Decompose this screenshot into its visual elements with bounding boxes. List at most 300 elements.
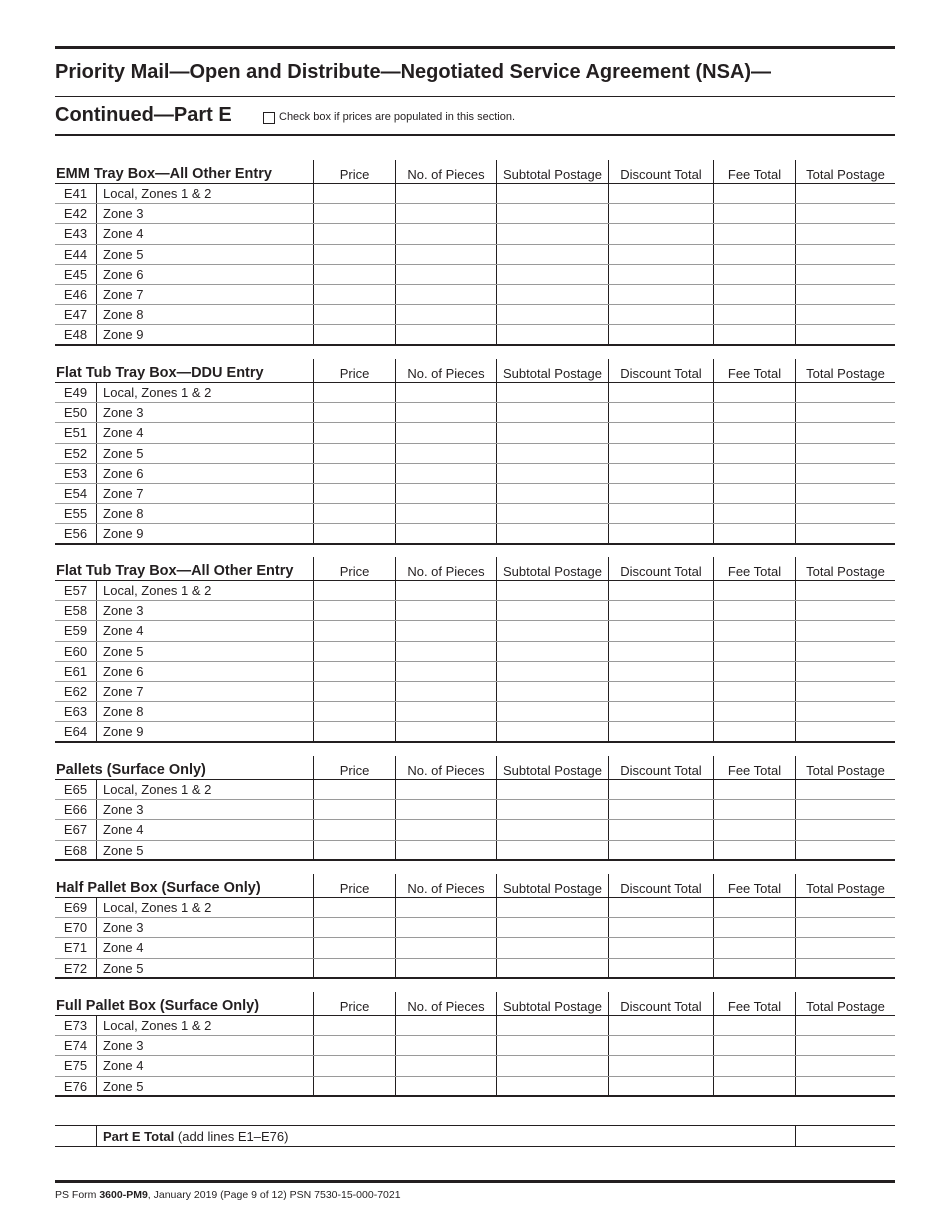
total-postage-input[interactable] — [795, 601, 895, 620]
discount-total-input[interactable] — [608, 184, 713, 203]
subtotal-postage-input[interactable] — [496, 383, 608, 402]
pieces-input[interactable] — [395, 285, 496, 304]
footer-rule — [55, 1180, 895, 1183]
section-3 — [55, 756, 895, 861]
discount-total-input[interactable] — [608, 662, 713, 681]
pieces-input[interactable] — [395, 702, 496, 721]
discount-total-input[interactable] — [608, 780, 713, 799]
line-description: Zone 7 — [96, 682, 313, 701]
discount-total-input[interactable] — [608, 898, 713, 917]
discount-total-input[interactable] — [608, 484, 713, 503]
fee-total-input[interactable] — [713, 898, 795, 917]
pieces-input[interactable] — [395, 265, 496, 284]
line-code: E46 — [63, 286, 88, 302]
section-title: Full Pallet Box (Surface Only) — [56, 998, 260, 1014]
price-input[interactable] — [313, 581, 395, 600]
column-header-fee-total: Fee Total — [713, 359, 795, 383]
column-header-total-postage: Total Postage — [795, 992, 895, 1016]
discount-total-input[interactable] — [608, 524, 713, 542]
price-input[interactable] — [313, 800, 395, 819]
table-row — [55, 682, 895, 702]
fee-total-input[interactable] — [713, 1077, 795, 1095]
pieces-input[interactable] — [395, 898, 496, 917]
price-input[interactable] — [313, 305, 395, 324]
line-code: E53 — [63, 465, 88, 481]
discount-total-input[interactable] — [608, 265, 713, 284]
header-bottom-rule — [55, 134, 895, 136]
pieces-input[interactable] — [395, 305, 496, 324]
line-description: Zone 4 — [96, 1056, 313, 1075]
table-row — [55, 898, 895, 918]
discount-total-input[interactable] — [608, 938, 713, 957]
pieces-input[interactable] — [395, 662, 496, 681]
price-input[interactable] — [313, 403, 395, 422]
column-header-total-postage: Total Postage — [795, 557, 895, 581]
line-code: E61 — [63, 663, 88, 679]
column-header-pieces: No. of Pieces — [395, 756, 496, 780]
subtotal-postage-input[interactable] — [496, 918, 608, 937]
total-postage-input[interactable] — [795, 383, 895, 402]
fee-total-input[interactable] — [713, 423, 795, 442]
discount-total-input[interactable] — [608, 820, 713, 839]
fee-total-input[interactable] — [713, 959, 795, 977]
fee-total-input[interactable] — [713, 265, 795, 284]
line-description: Zone 5 — [96, 444, 313, 463]
section-4 — [55, 874, 895, 979]
pieces-input[interactable] — [395, 642, 496, 661]
total-postage-input[interactable] — [795, 484, 895, 503]
total-postage-input[interactable] — [795, 444, 895, 463]
price-input[interactable] — [313, 325, 395, 343]
column-header-fee-total: Fee Total — [713, 160, 795, 184]
part-e-total-label — [103, 1129, 288, 1144]
subtotal-postage-input[interactable] — [496, 841, 608, 859]
fee-total-input[interactable] — [713, 621, 795, 640]
price-input[interactable] — [313, 184, 395, 203]
fee-total-input[interactable] — [713, 1036, 795, 1055]
price-input[interactable] — [313, 1016, 395, 1035]
line-description: Local, Zones 1 & 2 — [96, 581, 313, 600]
subtotal-postage-input[interactable] — [496, 464, 608, 483]
line-code: E49 — [63, 385, 88, 400]
discount-total-input[interactable] — [608, 423, 713, 442]
line-description: Local, Zones 1 & 2 — [96, 898, 313, 917]
discount-total-input[interactable] — [608, 224, 713, 243]
total-postage-input[interactable] — [795, 800, 895, 819]
subtotal-postage-input[interactable] — [496, 305, 608, 324]
column-header-discount-total: Discount Total — [608, 160, 713, 184]
discount-total-input[interactable] — [608, 1056, 713, 1075]
section-header — [55, 992, 895, 1016]
line-code: E56 — [63, 526, 88, 542]
fee-total-input[interactable] — [713, 918, 795, 937]
pieces-input[interactable] — [395, 245, 496, 264]
fee-total-input[interactable] — [713, 325, 795, 343]
total-postage-input[interactable] — [795, 682, 895, 701]
total-postage-input[interactable] — [795, 642, 895, 661]
fee-total-input[interactable] — [713, 800, 795, 819]
fee-total-input[interactable] — [713, 224, 795, 243]
total-postage-input[interactable] — [795, 780, 895, 799]
section-header — [55, 359, 895, 383]
subtotal-postage-input[interactable] — [496, 423, 608, 442]
column-header-subtotal-postage: Subtotal Postage — [496, 874, 608, 898]
subtotal-postage-input[interactable] — [496, 1036, 608, 1055]
price-input[interactable] — [313, 780, 395, 799]
line-description: Zone 4 — [96, 820, 313, 839]
price-input[interactable] — [313, 504, 395, 523]
subtotal-postage-input[interactable] — [496, 682, 608, 701]
discount-total-input[interactable] — [608, 722, 713, 740]
fee-total-input[interactable] — [713, 841, 795, 859]
price-input[interactable] — [313, 1036, 395, 1055]
column-header-subtotal-postage: Subtotal Postage — [496, 992, 608, 1016]
line-description: Zone 5 — [96, 245, 313, 264]
price-input[interactable] — [313, 601, 395, 620]
column-header-fee-total: Fee Total — [713, 756, 795, 780]
line-code: E68 — [63, 842, 88, 858]
line-code: E76 — [63, 1078, 88, 1094]
subtotal-postage-input[interactable] — [496, 581, 608, 600]
price-input[interactable] — [313, 285, 395, 304]
pieces-input[interactable] — [395, 224, 496, 243]
table-row — [55, 224, 895, 244]
column-header-discount-total: Discount Total — [608, 756, 713, 780]
total-postage-input[interactable] — [795, 265, 895, 284]
subtotal-postage-input[interactable] — [496, 621, 608, 640]
discount-total-input[interactable] — [608, 702, 713, 721]
subtotal-postage-input[interactable] — [496, 780, 608, 799]
fee-total-input[interactable] — [713, 820, 795, 839]
pieces-input[interactable] — [395, 1056, 496, 1075]
subtotal-postage-input[interactable] — [496, 245, 608, 264]
fee-total-input[interactable] — [713, 1056, 795, 1075]
table-row — [55, 702, 895, 722]
price-input[interactable] — [313, 265, 395, 284]
total-postage-input[interactable] — [795, 1077, 895, 1095]
price-input[interactable] — [313, 224, 395, 243]
discount-total-input[interactable] — [608, 601, 713, 620]
total-postage-input[interactable] — [795, 1016, 895, 1035]
total-postage-input[interactable] — [795, 702, 895, 721]
total-postage-input[interactable] — [795, 722, 895, 740]
fee-total-input[interactable] — [713, 722, 795, 740]
pieces-input[interactable] — [395, 524, 496, 542]
total-postage-input[interactable] — [795, 204, 895, 223]
discount-total-input[interactable] — [608, 1077, 713, 1095]
total-postage-input[interactable] — [795, 504, 895, 523]
column-header-fee-total: Fee Total — [713, 992, 795, 1016]
discount-total-input[interactable] — [608, 800, 713, 819]
price-input[interactable] — [313, 383, 395, 402]
pieces-input[interactable] — [395, 581, 496, 600]
fee-total-input[interactable] — [713, 184, 795, 203]
price-input[interactable] — [313, 444, 395, 463]
fee-total-input[interactable] — [713, 1016, 795, 1035]
column-header-fee-total: Fee Total — [713, 874, 795, 898]
line-code: E59 — [63, 623, 88, 639]
discount-total-input[interactable] — [608, 464, 713, 483]
prices-populated-checkbox[interactable] — [263, 112, 275, 124]
price-input[interactable] — [313, 621, 395, 640]
fee-total-input[interactable] — [713, 305, 795, 324]
line-description: Zone 3 — [96, 403, 313, 422]
line-description: Zone 8 — [96, 504, 313, 523]
column-header-price: Price — [313, 992, 395, 1016]
total-postage-input[interactable] — [795, 325, 895, 343]
subtotal-postage-input[interactable] — [496, 938, 608, 957]
price-input[interactable] — [313, 1056, 395, 1075]
column-header-discount-total: Discount Total — [608, 874, 713, 898]
discount-total-input[interactable] — [608, 204, 713, 223]
total-postage-input[interactable] — [795, 403, 895, 422]
total-postage-input[interactable] — [795, 464, 895, 483]
total-postage-input[interactable] — [795, 938, 895, 957]
total-postage-input[interactable] — [795, 918, 895, 937]
pieces-input[interactable] — [395, 403, 496, 422]
title-divider — [55, 96, 895, 97]
subtotal-postage-input[interactable] — [496, 898, 608, 917]
column-header-price: Price — [313, 874, 395, 898]
column-header-price: Price — [313, 756, 395, 780]
line-description: Local, Zones 1 & 2 — [96, 780, 313, 799]
pieces-input[interactable] — [395, 423, 496, 442]
price-input[interactable] — [313, 662, 395, 681]
line-description: Local, Zones 1 & 2 — [96, 383, 313, 402]
section-title: Half Pallet Box (Surface Only) — [56, 880, 261, 896]
discount-total-input[interactable] — [608, 642, 713, 661]
pieces-input[interactable] — [395, 780, 496, 799]
total-postage-input[interactable] — [795, 305, 895, 324]
fee-total-input[interactable] — [713, 581, 795, 600]
form-footer — [55, 1189, 401, 1201]
part-e-total-input[interactable] — [795, 1126, 895, 1146]
fee-total-input[interactable] — [713, 702, 795, 721]
price-input[interactable] — [313, 642, 395, 661]
pieces-input[interactable] — [395, 841, 496, 859]
pieces-input[interactable] — [395, 204, 496, 223]
total-postage-input[interactable] — [795, 621, 895, 640]
price-input[interactable] — [313, 204, 395, 223]
discount-total-input[interactable] — [608, 841, 713, 859]
discount-total-input[interactable] — [608, 959, 713, 977]
subtotal-postage-input[interactable] — [496, 204, 608, 223]
fee-total-input[interactable] — [713, 484, 795, 503]
total-postage-input[interactable] — [795, 820, 895, 839]
price-input[interactable] — [313, 938, 395, 957]
fee-total-input[interactable] — [713, 524, 795, 542]
price-input[interactable] — [313, 484, 395, 503]
table-row — [55, 662, 895, 682]
pieces-input[interactable] — [395, 1036, 496, 1055]
subtotal-postage-input[interactable] — [496, 820, 608, 839]
discount-total-input[interactable] — [608, 682, 713, 701]
discount-total-input[interactable] — [608, 245, 713, 264]
fee-total-input[interactable] — [713, 383, 795, 402]
total-postage-input[interactable] — [795, 1036, 895, 1055]
fee-total-input[interactable] — [713, 601, 795, 620]
subtotal-postage-input[interactable] — [496, 1077, 608, 1095]
price-input[interactable] — [313, 1077, 395, 1095]
subtotal-postage-input[interactable] — [496, 642, 608, 661]
total-postage-input[interactable] — [795, 581, 895, 600]
price-input[interactable] — [313, 722, 395, 740]
total-postage-input[interactable] — [795, 1056, 895, 1075]
price-input[interactable] — [313, 820, 395, 839]
fee-total-input[interactable] — [713, 204, 795, 223]
price-input[interactable] — [313, 918, 395, 937]
subtotal-postage-input[interactable] — [496, 184, 608, 203]
discount-total-input[interactable] — [608, 504, 713, 523]
subtotal-postage-input[interactable] — [496, 702, 608, 721]
fee-total-input[interactable] — [713, 444, 795, 463]
subtotal-postage-input[interactable] — [496, 1016, 608, 1035]
pieces-input[interactable] — [395, 722, 496, 740]
discount-total-input[interactable] — [608, 1036, 713, 1055]
subtotal-postage-input[interactable] — [496, 800, 608, 819]
pieces-input[interactable] — [395, 464, 496, 483]
table-row — [55, 444, 895, 464]
pieces-input[interactable] — [395, 383, 496, 402]
pieces-input[interactable] — [395, 938, 496, 957]
table-row — [55, 1077, 895, 1097]
table-row — [55, 265, 895, 285]
line-code: E75 — [63, 1058, 88, 1074]
total-postage-input[interactable] — [795, 959, 895, 977]
pieces-input[interactable] — [395, 820, 496, 839]
pieces-input[interactable] — [395, 601, 496, 620]
fee-total-input[interactable] — [713, 245, 795, 264]
price-input[interactable] — [313, 702, 395, 721]
section-2 — [55, 557, 895, 743]
table-row — [55, 642, 895, 662]
total-postage-input[interactable] — [795, 224, 895, 243]
line-description: Zone 9 — [96, 524, 313, 542]
column-header-total-postage: Total Postage — [795, 874, 895, 898]
fee-total-input[interactable] — [713, 464, 795, 483]
table-row — [55, 1016, 895, 1036]
subtotal-postage-input[interactable] — [496, 444, 608, 463]
column-header-subtotal-postage: Subtotal Postage — [496, 756, 608, 780]
subtotal-postage-input[interactable] — [496, 1056, 608, 1075]
discount-total-input[interactable] — [608, 325, 713, 343]
line-description: Zone 5 — [96, 642, 313, 661]
price-input[interactable] — [313, 245, 395, 264]
discount-total-input[interactable] — [608, 403, 713, 422]
price-input[interactable] — [313, 682, 395, 701]
line-code: E41 — [63, 186, 88, 201]
subtotal-postage-input[interactable] — [496, 601, 608, 620]
price-input[interactable] — [313, 898, 395, 917]
pieces-input[interactable] — [395, 1016, 496, 1035]
line-code: E48 — [63, 327, 88, 343]
line-code: E54 — [63, 485, 88, 501]
pieces-input[interactable] — [395, 184, 496, 203]
line-code: E43 — [63, 226, 88, 242]
line-description: Zone 3 — [96, 1036, 313, 1055]
table-row — [55, 780, 895, 800]
column-header-total-postage: Total Postage — [795, 756, 895, 780]
price-input[interactable] — [313, 423, 395, 442]
line-description: Zone 6 — [96, 464, 313, 483]
pieces-input[interactable] — [395, 504, 496, 523]
discount-total-input[interactable] — [608, 1016, 713, 1035]
line-code: E69 — [63, 900, 88, 915]
total-postage-input[interactable] — [795, 662, 895, 681]
fee-total-input[interactable] — [713, 504, 795, 523]
discount-total-input[interactable] — [608, 581, 713, 600]
subtotal-postage-input[interactable] — [496, 722, 608, 740]
total-postage-input[interactable] — [795, 285, 895, 304]
subtotal-postage-input[interactable] — [496, 959, 608, 977]
pieces-input[interactable] — [395, 444, 496, 463]
price-input[interactable] — [313, 959, 395, 977]
price-input[interactable] — [313, 464, 395, 483]
subtotal-postage-input[interactable] — [496, 504, 608, 523]
subtotal-postage-input[interactable] — [496, 662, 608, 681]
discount-total-input[interactable] — [608, 305, 713, 324]
price-input[interactable] — [313, 841, 395, 859]
pieces-input[interactable] — [395, 621, 496, 640]
subtotal-postage-input[interactable] — [496, 285, 608, 304]
total-postage-input[interactable] — [795, 898, 895, 917]
line-description: Zone 4 — [96, 621, 313, 640]
pieces-input[interactable] — [395, 325, 496, 343]
pieces-input[interactable] — [395, 959, 496, 977]
total-postage-input[interactable] — [795, 245, 895, 264]
line-code: E60 — [63, 643, 88, 659]
pieces-input[interactable] — [395, 800, 496, 819]
pieces-input[interactable] — [395, 918, 496, 937]
line-description: Zone 5 — [96, 959, 313, 977]
subtotal-postage-input[interactable] — [496, 484, 608, 503]
section-header — [55, 874, 895, 898]
subtotal-postage-input[interactable] — [496, 224, 608, 243]
fee-total-input[interactable] — [713, 938, 795, 957]
line-code: E65 — [63, 782, 88, 797]
fee-total-input[interactable] — [713, 682, 795, 701]
pieces-input[interactable] — [395, 484, 496, 503]
fee-total-input[interactable] — [713, 285, 795, 304]
table-row — [55, 325, 895, 345]
subtotal-postage-input[interactable] — [496, 524, 608, 542]
discount-total-input[interactable] — [608, 918, 713, 937]
price-input[interactable] — [313, 524, 395, 542]
total-postage-input[interactable] — [795, 184, 895, 203]
total-postage-input[interactable] — [795, 423, 895, 442]
discount-total-input[interactable] — [608, 444, 713, 463]
fee-total-input[interactable] — [713, 642, 795, 661]
pieces-input[interactable] — [395, 682, 496, 701]
column-header-price: Price — [313, 160, 395, 184]
fee-total-input[interactable] — [713, 403, 795, 422]
fee-total-input[interactable] — [713, 662, 795, 681]
discount-total-input[interactable] — [608, 383, 713, 402]
subtotal-postage-input[interactable] — [496, 325, 608, 343]
pieces-input[interactable] — [395, 1077, 496, 1095]
total-postage-input[interactable] — [795, 841, 895, 859]
subtotal-postage-input[interactable] — [496, 403, 608, 422]
subtotal-postage-input[interactable] — [496, 265, 608, 284]
table-row — [55, 820, 895, 840]
table-row — [55, 245, 895, 265]
total-postage-input[interactable] — [795, 524, 895, 542]
fee-total-input[interactable] — [713, 780, 795, 799]
section-title: Flat Tub Tray Box—All Other Entry — [56, 563, 294, 579]
table-row — [55, 918, 895, 938]
discount-total-input[interactable] — [608, 621, 713, 640]
discount-total-input[interactable] — [608, 285, 713, 304]
